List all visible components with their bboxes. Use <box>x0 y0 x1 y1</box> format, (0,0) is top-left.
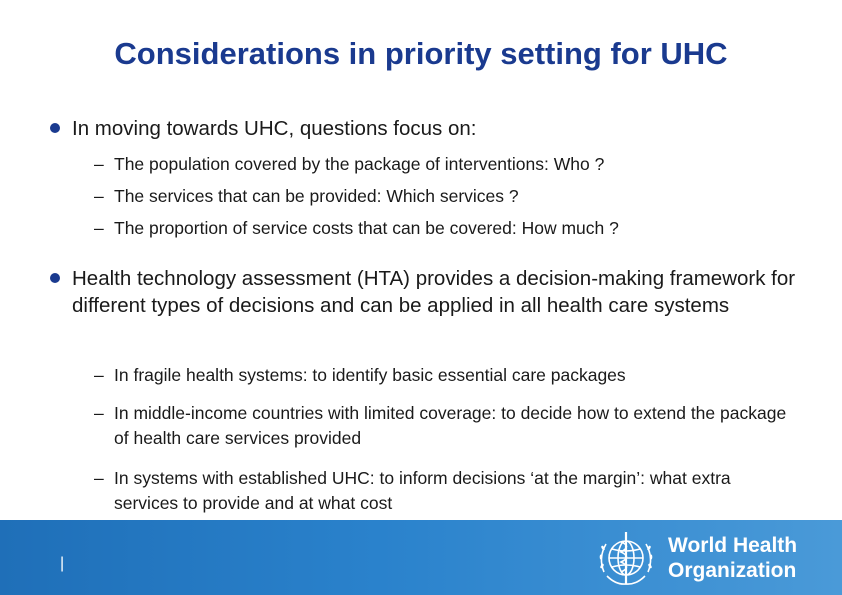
sub-item-fragile <box>94 363 794 388</box>
bullet-uhc-questions <box>50 115 810 142</box>
sub-item-text: In systems with established UHC: to inform decisions ‘at the margin’: what extra services to provide and at what cost <box>114 468 731 513</box>
bullet-text: In moving towards UHC, questions focus on: <box>72 117 477 140</box>
sub-item-who <box>94 152 794 177</box>
who-emblem-icon <box>594 526 658 590</box>
sub-item-text: The proportion of service costs that can be covered: How much ? <box>114 218 619 238</box>
sub-item-middle-income <box>94 401 794 450</box>
dash-icon: – <box>94 186 104 206</box>
page-number: | <box>60 555 65 572</box>
bullet-dot-icon <box>50 123 60 133</box>
who-logo-text <box>668 533 797 583</box>
footer-bar <box>0 520 842 595</box>
logo-line-world-health: World Health <box>668 534 798 557</box>
bullet-hta <box>50 265 810 319</box>
dash-icon: – <box>94 218 104 238</box>
sub-item-established <box>94 466 794 515</box>
sub-item-text: In fragile health systems: to identify basic essential care packages <box>114 365 626 385</box>
slide-title: Considerations in priority setting for UHC <box>114 36 728 71</box>
dash-icon: – <box>94 403 104 423</box>
dash-icon: – <box>94 154 104 174</box>
dash-icon: – <box>94 365 104 385</box>
bullet-dot-icon <box>50 273 60 283</box>
dash-icon: – <box>94 468 104 488</box>
sub-item-text: The services that can be provided: Which services ? <box>114 186 519 206</box>
logo-line-organization: Organization <box>668 559 797 582</box>
sub-item-which-services <box>94 184 794 209</box>
sub-item-how-much <box>94 216 794 241</box>
sub-item-text: The population covered by the package of interventions: Who ? <box>114 154 605 174</box>
sub-item-text: In middle-income countries with limited coverage: to decide how to extend the package of health care services provided <box>114 403 787 448</box>
bullet-text: Health technology assessment (HTA) provides a decision-making framework for different types of decisions and can be applied in all health care systems <box>72 267 796 317</box>
